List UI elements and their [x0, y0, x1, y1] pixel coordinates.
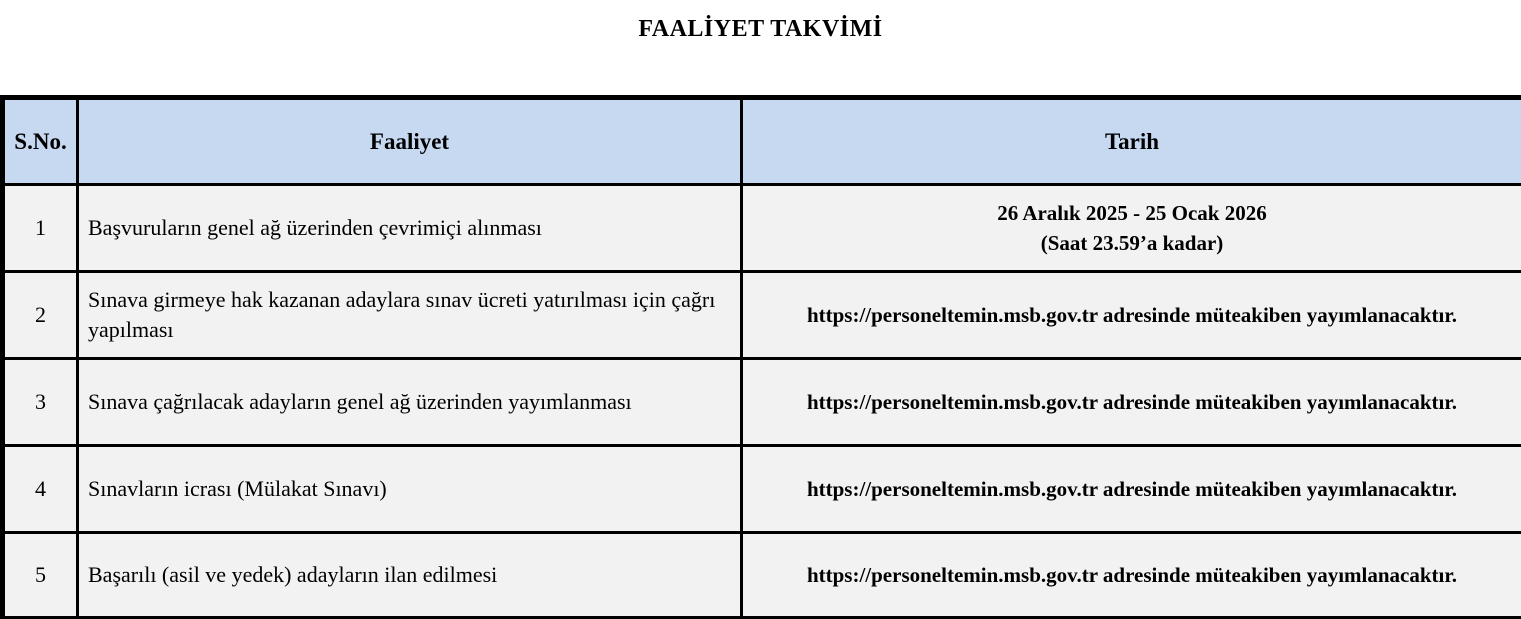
table-row	[3, 272, 1521, 359]
table-row	[3, 359, 1521, 446]
cell-sno: 5	[3, 533, 78, 619]
cell-sno: 4	[3, 446, 78, 533]
header-sno: S.No.	[3, 98, 78, 185]
page-title: FAALİYET TAKVİMİ	[638, 16, 883, 42]
cell-date: https://personeltemin.msb.gov.tr adresinde müteakiben yayımlanacaktır.	[742, 533, 1521, 619]
activity-calendar-table	[0, 95, 1521, 619]
cell-sno: 1	[3, 185, 78, 272]
cell-date: https://personeltemin.msb.gov.tr adresinde müteakiben yayımlanacaktır.	[742, 272, 1521, 359]
table-header-row	[3, 98, 1521, 185]
cell-date: https://personeltemin.msb.gov.tr adresinde müteakiben yayımlanacaktır.	[742, 359, 1521, 446]
cell-sno: 3	[3, 359, 78, 446]
date-line-1: 26 Aralık 2025 - 25 Ocak 2026	[997, 200, 1267, 225]
cell-date	[742, 185, 1521, 272]
cell-activity: Sınava çağrılacak adayların genel ağ üzerinden yayımlanması	[78, 359, 742, 446]
cell-activity: Başvuruların genel ağ üzerinden çevrimiçi alınması	[78, 185, 742, 272]
cell-sno: 2	[3, 272, 78, 359]
cell-activity: Başarılı (asil ve yedek) adayların ilan edilmesi	[78, 533, 742, 619]
date-line-2: (Saat 23.59’a kadar)	[1040, 231, 1224, 255]
header-activity: Faaliyet	[78, 98, 742, 185]
header-date: Tarih	[742, 98, 1521, 185]
cell-date: https://personeltemin.msb.gov.tr adresinde müteakiben yayımlanacaktır.	[742, 446, 1521, 533]
cell-activity: Sınavların icrası (Mülakat Sınavı)	[78, 446, 742, 533]
table-row	[3, 533, 1521, 619]
cell-activity: Sınava girmeye hak kazanan adaylara sınav ücreti yatırılması için çağrı yapılması	[78, 272, 742, 359]
table-row	[3, 446, 1521, 533]
table-row	[3, 185, 1521, 272]
